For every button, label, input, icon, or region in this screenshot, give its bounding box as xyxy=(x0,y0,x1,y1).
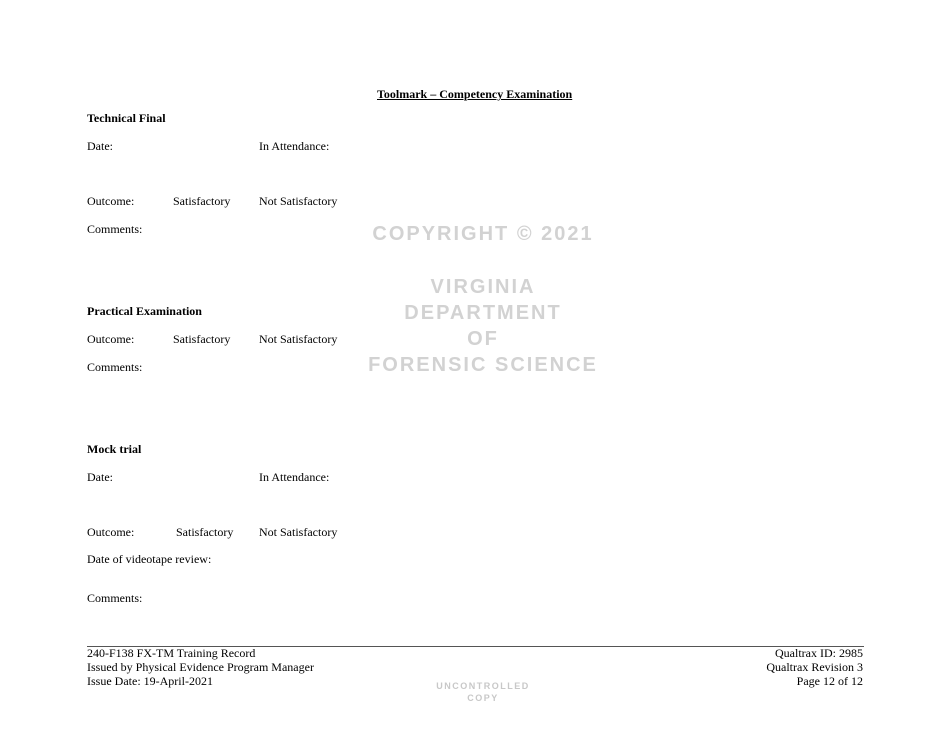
practical-outcome-label: Outcome: xyxy=(87,332,135,346)
mock-trial-date-label: Date: xyxy=(87,470,113,484)
watermark-virginia: VIRGINIA xyxy=(430,276,536,298)
mock-trial-outcome-label: Outcome: xyxy=(87,525,135,539)
mock-trial-videotape-label: Date of videotape review: xyxy=(87,552,212,566)
footer-form-id: 240-F138 FX-TM Training Record xyxy=(87,646,256,660)
uncontrolled-stamp-line1: UNCONTROLLED xyxy=(436,681,530,691)
practical-not-satisfactory-option: Not Satisfactory xyxy=(259,332,338,346)
technical-final-heading: Technical Final xyxy=(87,111,166,125)
technical-final-attendance-label: In Attendance: xyxy=(259,139,330,153)
footer-issuer: Issued by Physical Evidence Program Manager xyxy=(87,660,314,674)
mock-trial-not-satisfactory-option: Not Satisfactory xyxy=(259,525,338,539)
practical-exam-heading: Practical Examination xyxy=(87,304,202,318)
page-title: Toolmark – Competency Examination xyxy=(377,87,573,101)
footer-issue-date: Issue Date: 19-April-2021 xyxy=(87,674,213,688)
footer-page-number: Page 12 of 12 xyxy=(796,674,863,688)
practical-comments-label: Comments: xyxy=(87,360,143,374)
technical-final-not-satisfactory-option: Not Satisfactory xyxy=(259,194,338,208)
technical-final-comments-label: Comments: xyxy=(87,222,143,236)
technical-final-date-label: Date: xyxy=(87,139,113,153)
footer-qualtrax-id: Qualtrax ID: 2985 xyxy=(775,646,863,660)
technical-final-outcome-label: Outcome: xyxy=(87,194,135,208)
watermark-department: DEPARTMENT xyxy=(404,302,562,324)
uncontrolled-stamp-line2: COPY xyxy=(467,693,499,703)
mock-trial-comments-label: Comments: xyxy=(87,591,143,605)
watermark-copyright: COPYRIGHT © 2021 xyxy=(372,223,594,245)
mock-trial-heading: Mock trial xyxy=(87,442,142,456)
practical-satisfactory-option: Satisfactory xyxy=(173,332,231,346)
watermark-of: OF xyxy=(467,328,499,350)
mock-trial-attendance-label: In Attendance: xyxy=(259,470,330,484)
mock-trial-satisfactory-option: Satisfactory xyxy=(176,525,234,539)
footer-qualtrax-revision: Qualtrax Revision 3 xyxy=(766,660,863,674)
watermark-forensic-science: FORENSIC SCIENCE xyxy=(368,354,598,376)
technical-final-satisfactory-option: Satisfactory xyxy=(173,194,231,208)
